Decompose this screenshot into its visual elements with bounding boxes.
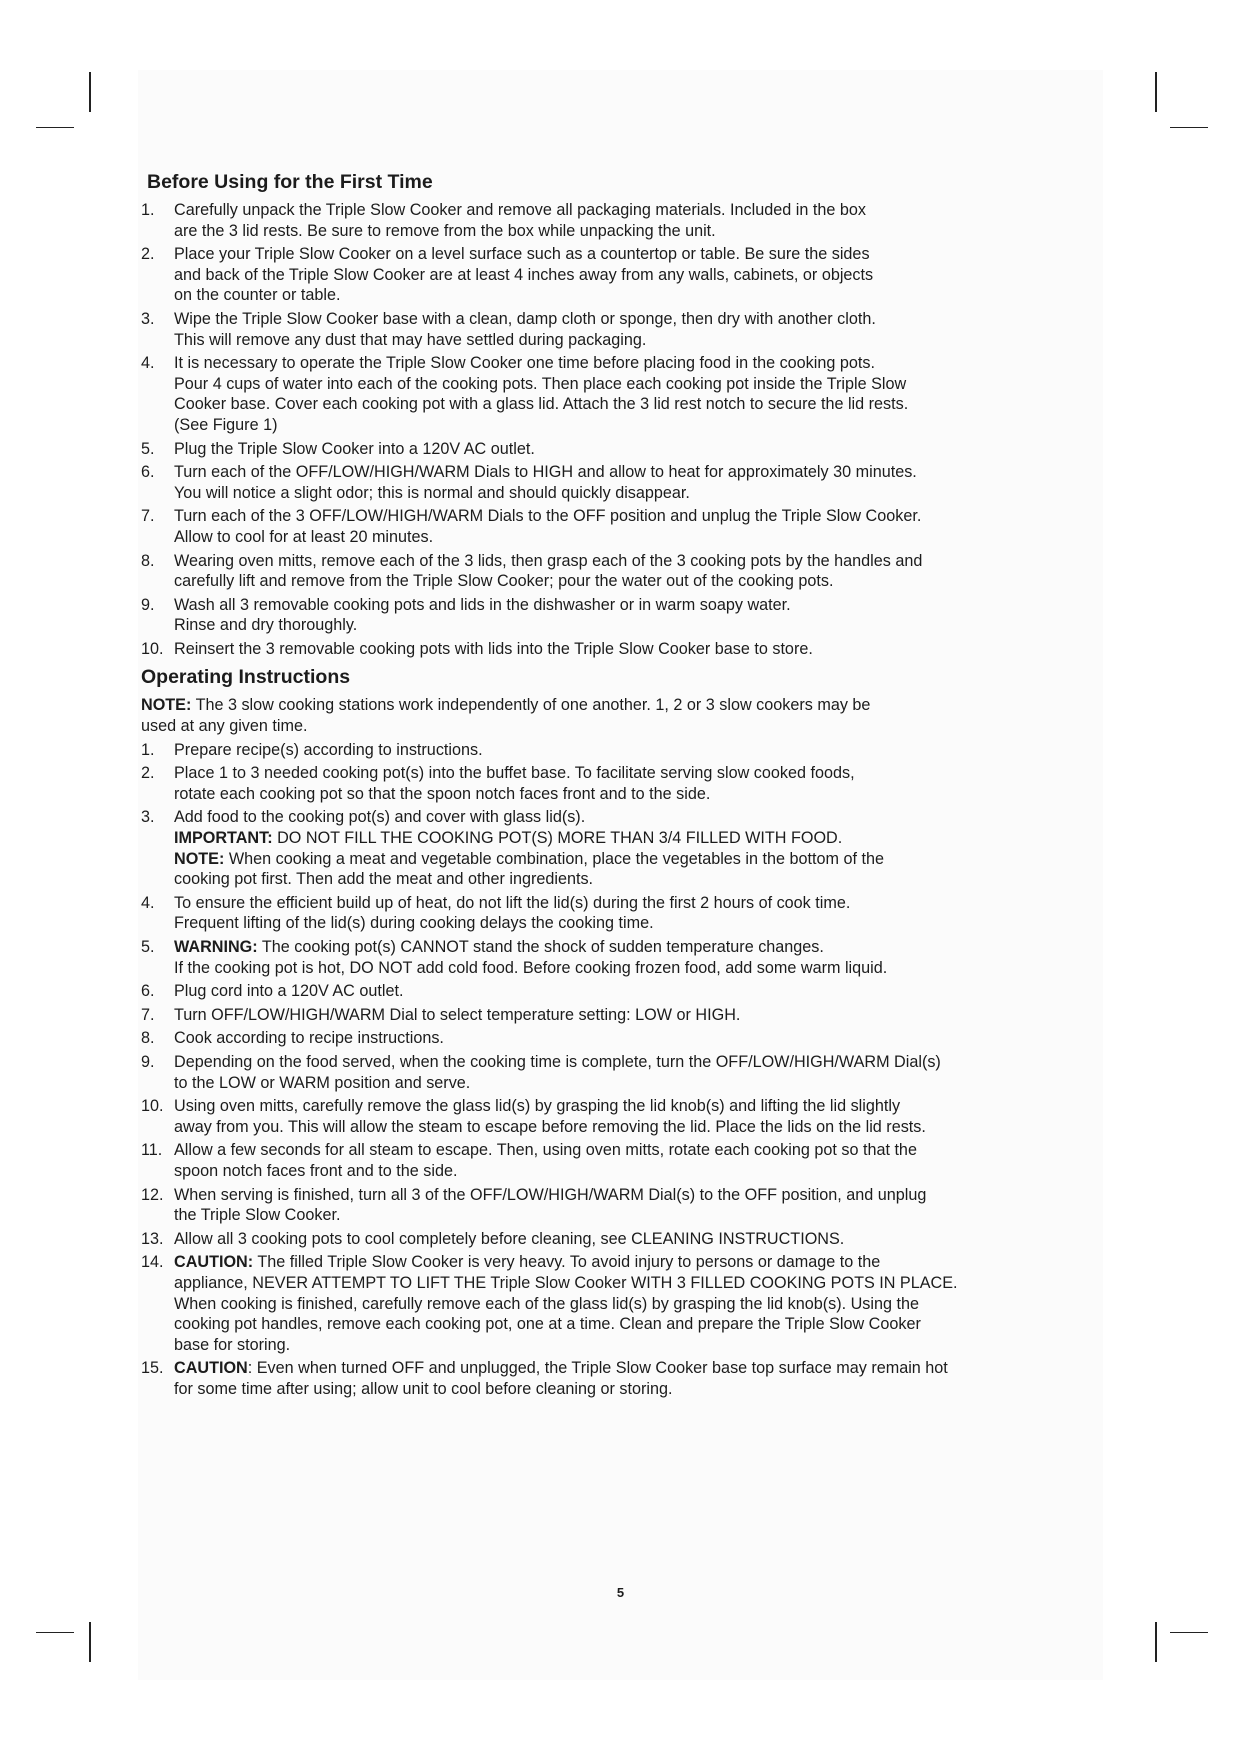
list-item: [141, 1229, 1106, 1250]
text-run: DO NOT FILL THE COOKING POT(S) MORE THAN 3/4 FILLED WITH FOOD.: [272, 829, 843, 848]
list-item-number: 2.: [141, 245, 155, 264]
text-line: [174, 958, 1106, 979]
text-line: [174, 265, 1106, 286]
list-item-number: 6.: [141, 982, 155, 1001]
text-run: on the counter or table.: [174, 286, 341, 305]
text-run: (See Figure 1): [174, 415, 278, 434]
text-line: [174, 1294, 1106, 1315]
list-item-number: 7.: [141, 507, 155, 526]
text-run: Plug cord into a 120V AC outlet.: [174, 982, 404, 1001]
text-line: [174, 639, 1106, 660]
list-item-number: 15.: [141, 1359, 164, 1378]
text-line: [174, 527, 1106, 548]
list-item-number: 4.: [141, 354, 155, 373]
text-line: [174, 571, 1106, 592]
text-line: [174, 374, 1106, 395]
crop-mark-top-right-horizontal: [1170, 127, 1208, 128]
text-line: [174, 595, 1106, 616]
list-item-number: 9.: [141, 1052, 155, 1071]
text-run: Plug the Triple Slow Cooker into a 120V AC outlet.: [174, 439, 535, 458]
section-heading: Before Using for the First Time: [147, 171, 433, 193]
crop-mark-bottom-right-horizontal: [1170, 1632, 1208, 1633]
list-item: [141, 763, 1106, 804]
text-run: Cooker base. Cover each cooking pot with a glass lid. Attach the 3 lid rest notch to secure the lid rests.: [174, 395, 909, 414]
text-run: base for storing.: [174, 1335, 291, 1354]
list-item: [141, 200, 1106, 241]
text-run: Carefully unpack the Triple Slow Cooker and remove all packaging materials. Included in the box: [174, 201, 866, 219]
list-item: [141, 1185, 1106, 1226]
list-item: [141, 807, 1106, 889]
text-line: [174, 394, 1106, 415]
list-item-number: 14.: [141, 1253, 164, 1272]
list-item: [141, 981, 1106, 1002]
text-run: to the LOW or WARM position and serve.: [174, 1073, 471, 1092]
text-line: [174, 1117, 1106, 1138]
list-item-number: 8.: [141, 1029, 155, 1048]
text-line: [174, 937, 1106, 958]
crop-mark-top-left-vertical: [89, 72, 91, 112]
text-line: [174, 483, 1106, 504]
text-run: The filled Triple Slow Cooker is very heavy. To avoid injury to persons or damage to the: [253, 1253, 881, 1272]
text-line: [174, 784, 1106, 805]
text-run: When serving is finished, turn all 3 of the OFF/LOW/HIGH/WARM Dial(s) to the OFF position, and unplug: [174, 1185, 927, 1204]
crop-mark-bottom-right-vertical: [1155, 1622, 1157, 1662]
text-run: and back of the Triple Slow Cooker are at least 4 inches away from any walls, cabinets, or objects: [174, 265, 874, 284]
text-line: [174, 330, 1106, 351]
text-line: [174, 1273, 1106, 1294]
text-run: Place your Triple Slow Cooker on a level surface such as a countertop or table. Be sure the sides: [174, 245, 870, 264]
text-run: for some time after using; allow unit to cool before cleaning or storing.: [174, 1379, 673, 1398]
text-run: To ensure the efficient build up of heat, do not lift the lid(s) during the first 2 hours of cook time.: [174, 893, 851, 912]
list-item-number: 3.: [141, 309, 155, 328]
list-item: [141, 1140, 1106, 1181]
list-item: [141, 893, 1106, 934]
list-item-number: 4.: [141, 893, 155, 912]
text-run: Allow to cool for at least 20 minutes.: [174, 527, 434, 546]
text-run: appliance, NEVER ATTEMPT TO LIFT THE Triple Slow Cooker WITH 3 FILLED COOKING POTS IN PLACE.: [174, 1273, 958, 1292]
list-item: [141, 740, 1106, 761]
list-item-number: 1.: [141, 740, 155, 759]
text-line: [174, 353, 1106, 374]
text-run: Wash all 3 removable cooking pots and lids in the dishwasher or in warm soapy water.: [174, 595, 791, 614]
text-line: [174, 462, 1106, 483]
text-run: Wipe the Triple Slow Cooker base with a clean, damp cloth or sponge, then dry with another cloth.: [174, 309, 876, 328]
list-item: [141, 439, 1106, 460]
text-run: used at any given time.: [141, 717, 308, 736]
text-line: [174, 869, 1106, 890]
list-item-number: 10.: [141, 1097, 164, 1116]
text-run: When cooking a meat and vegetable combination, place the vegetables in the bottom of the: [224, 849, 884, 868]
text-run: Wearing oven mitts, remove each of the 3 lids, then grasp each of the 3 cooking pots by the handles and: [174, 551, 923, 570]
text-run: are the 3 lid rests. Be sure to remove from the box while unpacking the unit.: [174, 221, 716, 240]
text-run: If the cooking pot is hot, DO NOT add cold food. Before cooking frozen food, add some warm liquid.: [174, 958, 888, 977]
text-line: [174, 439, 1106, 460]
list-item: [141, 1005, 1106, 1026]
bold-label: IMPORTANT:: [174, 829, 273, 848]
text-line: [174, 1028, 1106, 1049]
list-item-number: 6.: [141, 463, 155, 482]
page-number: 5: [616, 1585, 625, 1600]
text-run: It is necessary to operate the Triple Slow Cooker one time before placing food in the cooking pots.: [174, 354, 875, 373]
section-heading: Operating Instructions: [141, 666, 351, 689]
crop-mark-top-right-vertical: [1155, 72, 1157, 112]
bold-label: CAUTION: [174, 1359, 248, 1378]
text-line: [174, 1252, 1106, 1273]
text-run: Depending on the food served, when the cooking time is complete, turn the OFF/LOW/HIGH/WARM Dial(s): [174, 1052, 941, 1071]
bold-label: CAUTION:: [174, 1253, 254, 1272]
text-run: This will remove any dust that may have settled during packaging.: [174, 330, 647, 349]
text-line: [174, 1161, 1106, 1182]
list-item: [141, 244, 1106, 306]
list-item-number: 7.: [141, 1005, 155, 1024]
bold-label: WARNING:: [174, 938, 258, 956]
text-run: Turn OFF/LOW/HIGH/WARM Dial to select temperature setting: LOW or HIGH.: [174, 1005, 741, 1024]
text-line: [174, 1335, 1106, 1356]
text-line: [174, 551, 1106, 572]
text-line: [174, 1052, 1106, 1073]
text-run: The cooking pot(s) CANNOT stand the shock of sudden temperature changes.: [257, 938, 824, 956]
text-line: [174, 1140, 1106, 1161]
list-item: [141, 639, 1106, 660]
list-item: [141, 353, 1106, 435]
text-run: Pour 4 cups of water into each of the cooking pots. Then place each cooking pot inside the Triple Slow: [174, 374, 907, 393]
text-run: Add food to the cooking pot(s) and cover with glass lid(s).: [174, 808, 586, 827]
text-line: [174, 309, 1106, 330]
text-run: Cook according to recipe instructions.: [174, 1029, 444, 1048]
text-run: When cooking is finished, carefully remove each of the glass lid(s) by grasping the lid knob(s). Using the: [174, 1294, 919, 1313]
text-line: [174, 285, 1106, 306]
text-run: Place 1 to 3 needed cooking pot(s) into the buffet base. To facilitate serving slow cooked foods,: [174, 764, 855, 783]
list-item-number: 5.: [141, 938, 155, 956]
text-run: Allow all 3 cooking pots to cool completely before cleaning, see CLEANING INSTRUCTIONS.: [174, 1229, 845, 1248]
list-item-number: 3.: [141, 808, 155, 827]
text-line: [174, 981, 1106, 1002]
list-item-number: 11.: [141, 1141, 163, 1160]
text-run: cooking pot first. Then add the meat and other ingredients.: [174, 870, 594, 889]
list-item: [141, 595, 1106, 636]
list-item-number: 8.: [141, 551, 155, 570]
document-body: [141, 170, 1106, 1402]
list-item: [141, 1052, 1106, 1093]
text-run: away from you. This will allow the steam to escape before removing the lid. Place the lids on the lid rests.: [174, 1117, 926, 1136]
text-run: carefully lift and remove from the Triple Slow Cooker; pour the water out of the cooking pots.: [174, 572, 834, 591]
crop-mark-bottom-left-vertical: [89, 1622, 91, 1662]
text-line: [174, 506, 1106, 527]
list-item-number: 13.: [141, 1229, 164, 1248]
list-item: [141, 551, 1106, 592]
text-line: [174, 763, 1106, 784]
list-item: [141, 1358, 1106, 1399]
text-line: [174, 221, 1106, 242]
text-run: Allow a few seconds for all steam to escape. Then, using oven mitts, rotate each cooking pot so that the: [174, 1141, 917, 1160]
text-line: [174, 740, 1106, 761]
text-line: [174, 415, 1106, 436]
text-line: [174, 849, 1106, 870]
bold-label: NOTE:: [174, 849, 225, 868]
text-run: Frequent lifting of the lid(s) during cooking delays the cooking time.: [174, 914, 654, 933]
text-run: spoon notch faces front and to the side.: [174, 1161, 458, 1180]
text-line: [174, 1005, 1106, 1026]
text-line: [174, 200, 1106, 221]
list-item: [141, 1028, 1106, 1049]
text-line: [174, 893, 1106, 914]
text-line: [141, 695, 1106, 716]
list-item: [141, 937, 1106, 978]
text-line: [174, 1205, 1106, 1226]
text-run: The 3 slow cooking stations work independently of one another. 1, 2 or 3 slow cookers may be: [191, 696, 871, 715]
text-run: Reinsert the 3 removable cooking pots with lids into the Triple Slow Cooker base to store.: [174, 639, 813, 658]
text-run: the Triple Slow Cooker.: [174, 1206, 341, 1225]
section-note: [141, 695, 1106, 736]
list-item: [141, 506, 1106, 547]
list-item-number: 1.: [141, 201, 155, 219]
text-line: [174, 1379, 1106, 1400]
list-item-number: 5.: [141, 439, 155, 458]
text-line: [174, 828, 1106, 849]
text-line: [174, 244, 1106, 265]
list-item: [141, 462, 1106, 503]
text-run: : Even when turned OFF and unplugged, the Triple Slow Cooker base top surface may remain hot: [247, 1359, 948, 1378]
text-run: rotate each cooking pot so that the spoon notch faces front and to the side.: [174, 784, 711, 803]
list-item-number: 12.: [141, 1185, 164, 1204]
text-line: [174, 1229, 1106, 1250]
text-run: Using oven mitts, carefully remove the glass lid(s) by grasping the lid knob(s) and lifting the lid slightly: [174, 1097, 901, 1116]
list-item-number: 9.: [141, 595, 155, 614]
text-line: [174, 807, 1106, 828]
crop-mark-bottom-left-horizontal: [36, 1632, 74, 1633]
crop-mark-top-left-horizontal: [36, 127, 74, 128]
list-item: [141, 1096, 1106, 1137]
text-run: Turn each of the OFF/LOW/HIGH/WARM Dials to HIGH and allow to heat for approximately 30 minutes.: [174, 463, 917, 482]
bold-label: NOTE:: [141, 696, 192, 715]
text-line: [174, 1073, 1106, 1094]
text-run: cooking pot handles, remove each cooking pot, one at a time. Clean and prepare the Triple Slow Cooker: [174, 1315, 921, 1334]
text-line: [174, 1358, 1106, 1379]
text-line: [174, 1096, 1106, 1117]
text-run: Rinse and dry thoroughly.: [174, 616, 358, 635]
list-item-number: 10.: [141, 639, 164, 658]
list-item: [141, 309, 1106, 350]
text-run: You will notice a slight odor; this is normal and should quickly disappear.: [174, 483, 690, 502]
text-run: Prepare recipe(s) according to instructions.: [174, 740, 483, 759]
list-item: [141, 1252, 1106, 1355]
text-line: [174, 615, 1106, 636]
text-line: [174, 1314, 1106, 1335]
text-line: [141, 716, 1106, 737]
text-line: [174, 1185, 1106, 1206]
text-line: [174, 913, 1106, 934]
list-item-number: 2.: [141, 764, 155, 783]
text-run: Turn each of the 3 OFF/LOW/HIGH/WARM Dials to the OFF position and unplug the Triple Slow Cooker.: [174, 507, 922, 526]
